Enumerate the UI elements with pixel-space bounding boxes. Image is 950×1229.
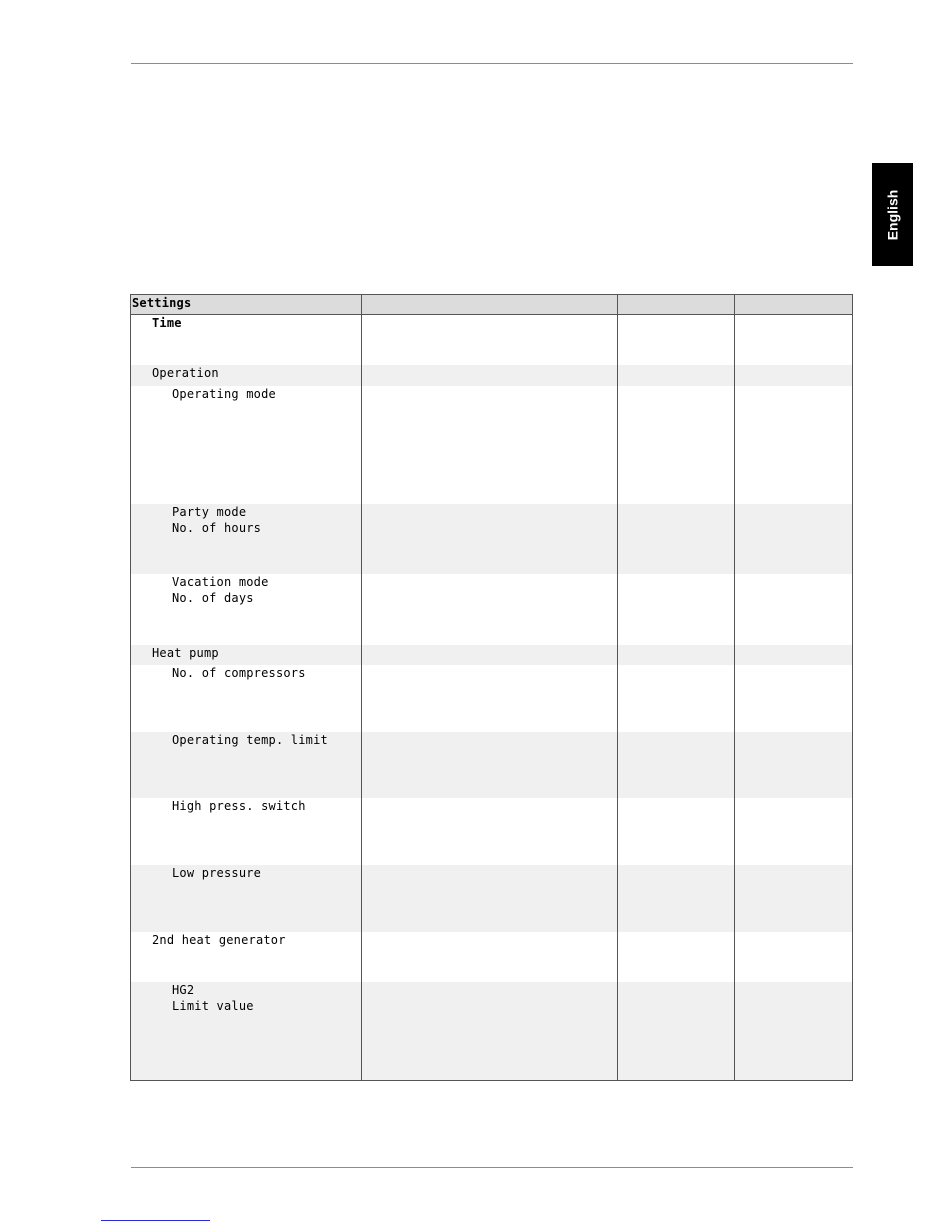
footer-rule — [131, 1167, 853, 1168]
setting-label: High press. switch — [172, 799, 306, 813]
setting-value-cell-2 — [362, 504, 618, 574]
setting-value-cell-2 — [362, 732, 618, 798]
setting-value-cell-2 — [362, 645, 618, 665]
setting-name-cell — [131, 574, 362, 645]
table-row — [131, 645, 852, 665]
header-cell-4 — [735, 295, 852, 314]
setting-value-cell-3 — [618, 315, 735, 365]
table-row — [131, 574, 852, 645]
setting-value-cell-2 — [362, 574, 618, 645]
setting-name-cell — [131, 504, 362, 574]
setting-name-cell — [131, 365, 362, 386]
language-tab — [872, 163, 913, 266]
setting-name-cell — [131, 315, 362, 365]
setting-name-cell — [131, 665, 362, 732]
setting-value-cell-4 — [735, 365, 852, 386]
setting-value-cell-4 — [735, 574, 852, 645]
table-row — [131, 386, 852, 504]
setting-value-cell-3 — [618, 932, 735, 982]
table-body — [131, 315, 852, 1080]
setting-value-cell-4 — [735, 504, 852, 574]
setting-value-cell-4 — [735, 798, 852, 865]
setting-label: Party mode — [172, 505, 247, 519]
setting-value-cell-4 — [735, 645, 852, 665]
setting-name-cell — [131, 732, 362, 798]
setting-label: Operation — [152, 366, 219, 380]
table-row — [131, 932, 852, 982]
setting-name-cell — [131, 798, 362, 865]
setting-value-cell-3 — [618, 865, 735, 932]
table-row — [131, 732, 852, 798]
header-cell-2 — [362, 295, 618, 314]
table-row — [131, 504, 852, 574]
setting-name-cell — [131, 982, 362, 1080]
setting-name-cell — [131, 865, 362, 932]
setting-value-cell-3 — [618, 732, 735, 798]
setting-value-cell-2 — [362, 798, 618, 865]
setting-value-cell-4 — [735, 665, 852, 732]
setting-label: HG2 — [172, 983, 195, 997]
header-cell-settings: Settings — [131, 295, 362, 314]
setting-value-cell-3 — [618, 574, 735, 645]
setting-value-cell-4 — [735, 386, 852, 504]
setting-label: No. of hours — [172, 521, 262, 535]
setting-value-cell-4 — [735, 932, 852, 982]
table-row — [131, 982, 852, 1080]
setting-name-cell — [131, 386, 362, 504]
table-row — [131, 865, 852, 932]
header-rule — [131, 63, 853, 64]
setting-value-cell-4 — [735, 732, 852, 798]
setting-value-cell-2 — [362, 982, 618, 1080]
setting-value-cell-2 — [362, 386, 618, 504]
setting-value-cell-3 — [618, 645, 735, 665]
table-header-row — [131, 295, 852, 315]
setting-label: No. of compressors — [172, 666, 306, 680]
setting-label: Vacation mode — [172, 575, 269, 589]
setting-value-cell-3 — [618, 365, 735, 386]
setting-label: No. of days — [172, 591, 254, 605]
setting-label: Time — [152, 316, 182, 330]
setting-value-cell-3 — [618, 386, 735, 504]
setting-label: Heat pump — [152, 646, 219, 660]
table-row — [131, 798, 852, 865]
language-tab-label: English — [884, 189, 901, 240]
setting-value-cell-3 — [618, 982, 735, 1080]
header-cell-3 — [618, 295, 735, 314]
setting-label: Operating mode — [172, 387, 276, 401]
setting-name-cell — [131, 932, 362, 982]
setting-value-cell-3 — [618, 798, 735, 865]
setting-label: Low pressure — [172, 866, 262, 880]
setting-value-cell-2 — [362, 865, 618, 932]
setting-value-cell-2 — [362, 665, 618, 732]
setting-value-cell-2 — [362, 315, 618, 365]
setting-value-cell-4 — [735, 315, 852, 365]
table-row — [131, 365, 852, 386]
setting-label: Limit value — [172, 999, 254, 1013]
setting-label: Operating temp. limit — [172, 733, 328, 747]
setting-value-cell-2 — [362, 365, 618, 386]
setting-value-cell-4 — [735, 865, 852, 932]
table-row — [131, 665, 852, 732]
setting-value-cell-3 — [618, 504, 735, 574]
setting-name-cell — [131, 645, 362, 665]
setting-value-cell-2 — [362, 932, 618, 982]
setting-value-cell-4 — [735, 982, 852, 1080]
footer-link-underline — [101, 1220, 210, 1221]
setting-value-cell-3 — [618, 665, 735, 732]
settings-table — [130, 294, 853, 1081]
setting-label: 2nd heat generator — [152, 933, 286, 947]
table-row — [131, 315, 852, 365]
